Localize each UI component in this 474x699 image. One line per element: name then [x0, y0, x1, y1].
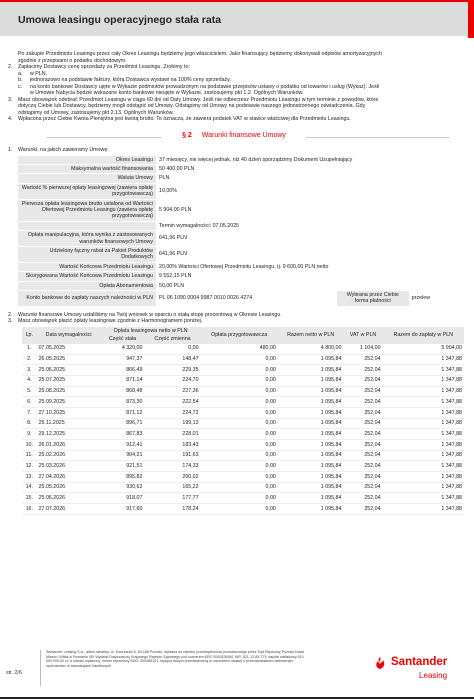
- condition-row: [18, 246, 453, 262]
- schedule-cell: 25.03.2026: [37, 461, 101, 472]
- schedule-cell: 917,60: [101, 504, 145, 515]
- page-footer: [0, 648, 474, 699]
- condition-row-account: [18, 291, 453, 307]
- schedule-cell: 0,00: [201, 386, 278, 397]
- schedule-cell: 1 347,88: [383, 482, 464, 493]
- schedule-cell: 25.07.2025: [37, 375, 101, 386]
- schedule-cell: 1 347,88: [383, 354, 464, 365]
- schedule-cell: 1 095,84: [278, 397, 344, 408]
- document-title: Umowa leasingu operacyjnego stała rata: [18, 14, 222, 26]
- schedule-cell: 0,00: [201, 407, 278, 418]
- schedule-cell: 26.05.2025: [37, 354, 101, 365]
- account-label: Konto bankowe do zapłaty naszych należności w PLN: [18, 291, 156, 307]
- condition-value: 20,00% Wartości Ofertowej Przedmiotu Leasingu, tj. 9 600,00 PLN netto: [156, 262, 453, 271]
- condition-label: Opłata manipulacyjna, która wynika z zastosowanych warunków finansowych Umowy: [18, 231, 156, 247]
- schedule-row: [22, 354, 464, 365]
- col-total-pay: Razem do zapłaty w PLN: [383, 327, 464, 344]
- schedule-cell: 1 095,84: [278, 375, 344, 386]
- condition-label: Skorygowana Wartość Końcowa Przedmiotu Leasingu: [18, 272, 156, 281]
- schedule-cell: 873,30: [101, 397, 145, 408]
- schedule-cell: 918,07: [101, 493, 145, 504]
- schedule-cell: 200,02: [144, 472, 200, 483]
- schedule-cell: 177,77: [144, 493, 200, 504]
- schedule-cell: 07.05.2025: [37, 344, 101, 354]
- intro-item-2: 2. Zapłacimy Dostawcy cenę sprzedaży za Przedmiot Leasingu. Zrobimy to:: [8, 64, 190, 70]
- schedule-cell: 1 347,88: [383, 472, 464, 483]
- schedule-cell: 1 095,84: [278, 493, 344, 504]
- schedule-cell: 0,00: [201, 365, 278, 376]
- condition-label: Opłata Abonamentowa: [18, 281, 156, 290]
- condition-value: PLN: [156, 174, 453, 183]
- schedule-cell: 1 095,84: [278, 365, 344, 376]
- schedule-cell: 227,36: [144, 386, 200, 397]
- schedule-row: [22, 493, 464, 504]
- condition-value: 5 904,00 PLN: [156, 199, 453, 221]
- schedule-cell: 25.09.2025: [37, 397, 101, 408]
- schedule-cell: 29.12.2025: [37, 429, 101, 440]
- intro-sub-a: a. w PLN,: [18, 70, 48, 77]
- schedule-cell: 1 347,88: [383, 418, 464, 429]
- condition-label: Wartość % pierwszej opłaty leasingowej (zawiera opłatę przygotowawczą): [18, 183, 156, 199]
- section-divider-right: [306, 137, 450, 138]
- schedule-row: [22, 375, 464, 386]
- schedule-cell: 13.: [22, 472, 37, 483]
- schedule-cell: 1 347,88: [383, 429, 464, 440]
- schedule-cell: 27.04.2026: [37, 472, 101, 483]
- condition-label: Wartość Końcowa Przedmiotu Leasingu: [18, 262, 156, 271]
- schedule-cell: 252,04: [343, 440, 382, 451]
- col-netto-group: Opłata leasingowa netto w PLN: [101, 327, 201, 336]
- schedule-cell: 4 320,00: [101, 344, 145, 354]
- payment-form-value: przelew: [409, 291, 453, 307]
- condition-value: 37 miesięcy, nie więcej jednak, niż 40 dzień sporządzimy Dokument Uzupełniający: [156, 156, 453, 165]
- schedule-row: [22, 386, 464, 397]
- note-fixed-rate: 2. Warunki finansowe Umowy ustaliliśmy na Twój wniosek w oparciu o stałą stopę procentową w Okresie Leasingu.: [8, 311, 282, 318]
- schedule-cell: 1.: [22, 344, 37, 354]
- schedule-cell: 0,00: [144, 344, 200, 354]
- schedule-cell: 183,43: [144, 440, 200, 451]
- schedule-cell: 199,13: [144, 418, 200, 429]
- condition-row: [18, 272, 453, 281]
- schedule-cell: 947,37: [101, 354, 145, 365]
- condition-row: [18, 281, 453, 290]
- schedule-cell: 3.: [22, 365, 37, 376]
- schedule-cell: 224,72: [144, 407, 200, 418]
- section-number: § 2: [182, 131, 192, 139]
- condition-label: Udzielony fączny rabat za Pakiet Produktów Dodatkowych: [18, 246, 156, 262]
- schedule-row: [22, 418, 464, 429]
- logo-brand: Santander: [391, 656, 448, 668]
- schedule-cell: 252,04: [343, 450, 382, 461]
- schedule-cell: 10.: [22, 440, 37, 451]
- account-value: PL 06 1090 0004 9987 0010 0026 4274: [156, 291, 337, 307]
- schedule-cell: 0,00: [201, 354, 278, 365]
- condition-value: Termin wymagalności: 07.05.2025: [156, 221, 453, 230]
- schedule-cell: 871,12: [101, 407, 145, 418]
- schedule-cell: 4.: [22, 375, 37, 386]
- schedule-cell: 904,21: [101, 450, 145, 461]
- intro-paragraph: Po zakupie Przedmiotu Leasingu przez cały Okres Leasingu będziemy jego właścicielem. Jako finansujący będziemy dokonywali odpisów amortyzacyjnych zgodnie z przepisami o podatku dochodowym.: [18, 51, 382, 64]
- schedule-cell: 15.: [22, 493, 37, 504]
- schedule-cell: 25.05.2026: [37, 482, 101, 493]
- col-interest: Część zmienna: [144, 335, 200, 344]
- schedule-cell: 0,00: [201, 504, 278, 515]
- schedule-cell: 7.: [22, 407, 37, 418]
- schedule-cell: 1 095,84: [278, 450, 344, 461]
- schedule-cell: 25.06.2026: [37, 493, 101, 504]
- schedule-cell: 1 347,88: [383, 450, 464, 461]
- schedule-row: [22, 482, 464, 493]
- payment-form-label: Wybrana przez Ciebie forma płatności: [337, 291, 409, 307]
- schedule-cell: 165,22: [144, 482, 200, 493]
- schedule-cell: 25.11.2025: [37, 418, 101, 429]
- intro-item-4: 4. Wpłacona przez Ciebie Kwota Pieniężna jest kwotą brutto. To oznacza, że zawiera podatek VAT w stawce właściwej dla Przedmiotu Leasingu.: [8, 116, 351, 122]
- schedule-cell: 252,04: [343, 461, 382, 472]
- schedule-cell: 1 095,84: [278, 429, 344, 440]
- schedule-cell: 252,04: [343, 429, 382, 440]
- condition-row: [18, 183, 453, 199]
- schedule-cell: 252,04: [343, 482, 382, 493]
- schedule-row: [22, 504, 464, 515]
- schedule-cell: 16.: [22, 504, 37, 515]
- conditions-intro: 1. Warunki, na jakich zawieramy Umowę:: [8, 147, 109, 153]
- document-body: [8, 51, 460, 515]
- condition-row: [18, 231, 453, 247]
- schedule-row: [22, 472, 464, 483]
- schedule-cell: 25.06.2025: [37, 365, 101, 376]
- document-header: [0, 0, 474, 36]
- schedule-cell: 1 095,84: [278, 418, 344, 429]
- schedule-cell: 1 095,84: [278, 472, 344, 483]
- schedule-cell: 6.: [22, 397, 37, 408]
- schedule-cell: 229,35: [144, 365, 200, 376]
- schedule-cell: 9.: [22, 429, 37, 440]
- schedule-cell: 480,00: [201, 344, 278, 354]
- schedule-cell: 224,70: [144, 375, 200, 386]
- schedule-cell: 5.: [22, 386, 37, 397]
- schedule-cell: 252,04: [343, 504, 382, 515]
- condition-row: [18, 174, 453, 183]
- schedule-cell: 252,04: [343, 407, 382, 418]
- schedule-cell: 25.02.2026: [37, 450, 101, 461]
- schedule-cell: 252,04: [343, 397, 382, 408]
- page-number: str. 2/6: [6, 670, 22, 676]
- schedule-cell: 178,24: [144, 504, 200, 515]
- schedule-cell: 1 095,84: [278, 440, 344, 451]
- schedule-cell: 252,04: [343, 493, 382, 504]
- intro-sub-c: c. na konto bankowe Dostawcy ujęte w Wykazie podmiotów prowadzonym na podstawie przepisów ustawy o podatku od towarów i usług (Wykaz). Jeśli w Umowie Nabycia będzie wskazane konto bankowe nieujęte w Wykazie, zastosujemy pkt 1.2. Ogólnych Warunków.: [18, 83, 380, 96]
- schedule-cell: 1 347,88: [383, 365, 464, 376]
- schedule-cell: 4 800,00: [278, 344, 344, 354]
- schedule-cell: 252,04: [343, 386, 382, 397]
- condition-row: [18, 164, 453, 173]
- schedule-cell: 252,04: [343, 375, 382, 386]
- schedule-cell: 11.: [22, 450, 37, 461]
- schedule-row: [22, 461, 464, 472]
- condition-row: [18, 156, 453, 165]
- payment-schedule-table: [22, 327, 464, 515]
- schedule-cell: 1 095,84: [278, 482, 344, 493]
- schedule-cell: 174,33: [144, 461, 200, 472]
- schedule-cell: 0,00: [201, 440, 278, 451]
- schedule-row: [22, 407, 464, 418]
- section-divider-left: [46, 137, 162, 138]
- col-total-netto: Razem netto w PLN: [278, 327, 344, 344]
- schedule-cell: 0,00: [201, 482, 278, 493]
- condition-value: 50 400,00 PLN: [156, 164, 453, 173]
- logo-sub: Leasing: [419, 671, 448, 680]
- schedule-cell: 5 904,00: [383, 344, 464, 354]
- schedule-cell: 2.: [22, 354, 37, 365]
- section-heading: [8, 133, 460, 140]
- condition-value: 9 552,15 PLN: [156, 272, 453, 281]
- schedule-cell: 0,00: [201, 429, 278, 440]
- condition-row: [18, 262, 453, 271]
- schedule-cell: 1 347,88: [383, 375, 464, 386]
- note-schedule: 3. Masz obowiązek płacić opłaty leasingowe zgodnie z Harmonogramem poniżej.: [8, 318, 203, 325]
- schedule-cell: 0,00: [201, 493, 278, 504]
- condition-label: Pierwsza opłata leasingowa brutto ustalona od Wartości Ofertowej Przedmiotu Leasingu (zawiera opłatę przygotowawczą): [18, 199, 156, 221]
- intro-sub-b: b. jednorazowo na podstawie faktury, którą Dostawca wystawi na 100% ceny sprzedaży,: [18, 77, 231, 83]
- schedule-cell: 1 095,84: [278, 504, 344, 515]
- col-capital: Część stała: [101, 335, 145, 344]
- condition-value: 641,96 PLN: [156, 231, 453, 247]
- col-prep-fee: Opłata przygotowawcza: [201, 327, 278, 344]
- condition-label: Waluta Umowy: [18, 174, 156, 183]
- schedule-cell: 0,00: [201, 397, 278, 408]
- condition-label: Okres Leasingu: [18, 156, 156, 165]
- condition-label: [18, 221, 156, 230]
- schedule-cell: 0,00: [201, 450, 278, 461]
- schedule-cell: 1 347,88: [383, 440, 464, 451]
- schedule-cell: 1 095,84: [278, 354, 344, 365]
- schedule-row: [22, 440, 464, 451]
- schedule-cell: 0,00: [201, 472, 278, 483]
- schedule-cell: 1 095,84: [278, 461, 344, 472]
- condition-value: 641,96 PLN: [156, 246, 453, 262]
- schedule-cell: 25.08.2025: [37, 386, 101, 397]
- condition-value: 10,00%: [156, 183, 453, 199]
- condition-row: [18, 221, 453, 230]
- schedule-cell: 0,00: [201, 461, 278, 472]
- schedule-cell: 27.10.2025: [37, 407, 101, 418]
- schedule-cell: 868,48: [101, 386, 145, 397]
- schedule-cell: 1 347,88: [383, 461, 464, 472]
- schedule-cell: 12.: [22, 461, 37, 472]
- schedule-row: [22, 450, 464, 461]
- schedule-cell: 1 347,88: [383, 407, 464, 418]
- schedule-cell: 1 347,88: [383, 397, 464, 408]
- schedule-cell: 871,14: [101, 375, 145, 386]
- conditions-table: [18, 156, 453, 307]
- schedule-cell: 148,47: [144, 354, 200, 365]
- footer-divider: [40, 650, 41, 686]
- schedule-cell: 896,71: [101, 418, 145, 429]
- schedule-cell: 228,01: [144, 429, 200, 440]
- santander-logo: [372, 654, 468, 690]
- schedule-row: [22, 365, 464, 376]
- schedule-cell: 1 095,84: [278, 407, 344, 418]
- schedule-row: [22, 344, 464, 354]
- footer-legal-text: Santander Leasing S.A., adres siedziby: ul. Kościuszki 6, 60-188 Poznań, wpisana do rejestru przedsiębiorców prowadzonego przez Sąd Rejonowy Poznań-Nowe Miasto i Wilda w Poznaniu VIII Wydział Gospodarczy Krajowego Rejestru Sądowego pod numerem KRS 0000026084, NIP: 521-12-65-779, kapitał zakładowy 510 000 000,00 zł, w całości wpłacony, numer rejestrowy BDO: 000485101, będąca dużym przedsiębiorcą w rozumieniu ustawy o przeciwdziałaniu nadmiernym opóźnieniom w transakcjach handlowych: [46, 650, 305, 668]
- intro-item-3: 3. Masz obowiązek odebrać Przedmiot Leasingu w ciągu 60 dni od Daty Umowy. Jeśli nie odbierzesz Przedmiotu Leasingu w tym terminie z powodów, które dotyczą Ciebie lub Dostawcy, będziemy mogli odstąpić od Umowy. Odstąpimy od Umowy na podstawie naszego jednostronnego oświadczenia. Gdy odstąpimy od Umowy, zastosujemy pkt 2.13. Ogólnych Warunków.: [8, 96, 379, 116]
- schedule-cell: 252,04: [343, 472, 382, 483]
- schedule-cell: 895,82: [101, 472, 145, 483]
- schedule-cell: 0,00: [201, 375, 278, 386]
- schedule-cell: 866,49: [101, 365, 145, 376]
- schedule-cell: 26.01.2026: [37, 440, 101, 451]
- schedule-cell: 8.: [22, 418, 37, 429]
- col-lp: Lp.: [22, 327, 37, 344]
- schedule-cell: 1 347,88: [383, 386, 464, 397]
- condition-row: [18, 199, 453, 221]
- col-date: Data wymagalności: [37, 327, 101, 344]
- schedule-cell: 1 347,88: [383, 493, 464, 504]
- schedule-cell: 252,04: [343, 365, 382, 376]
- schedule-cell: 252,04: [343, 354, 382, 365]
- condition-label: Maksymalna wartość finansowania: [18, 164, 156, 173]
- schedule-cell: 191,63: [144, 450, 200, 461]
- schedule-cell: 27.07.2026: [37, 504, 101, 515]
- schedule-cell: 222,54: [144, 397, 200, 408]
- schedule-cell: 867,83: [101, 429, 145, 440]
- schedule-cell: 14.: [22, 482, 37, 493]
- schedule-row: [22, 397, 464, 408]
- schedule-cell: 930,62: [101, 482, 145, 493]
- schedule-cell: 1 104,00: [343, 344, 382, 354]
- schedule-cell: 0,00: [201, 418, 278, 429]
- section-title: Warunki finansowe Umowy: [201, 131, 286, 139]
- col-vat: VAT w PLN: [343, 327, 382, 344]
- header-red-accent: [468, 2, 474, 38]
- schedule-cell: 921,51: [101, 461, 145, 472]
- schedule-row: [22, 429, 464, 440]
- schedule-cell: 1 347,88: [383, 504, 464, 515]
- schedule-cell: 912,41: [101, 440, 145, 451]
- schedule-cell: 252,04: [343, 418, 382, 429]
- schedule-cell: 1 095,84: [278, 386, 344, 397]
- flame-icon: [372, 656, 388, 672]
- condition-value: 50,00 PLN: [156, 281, 453, 290]
